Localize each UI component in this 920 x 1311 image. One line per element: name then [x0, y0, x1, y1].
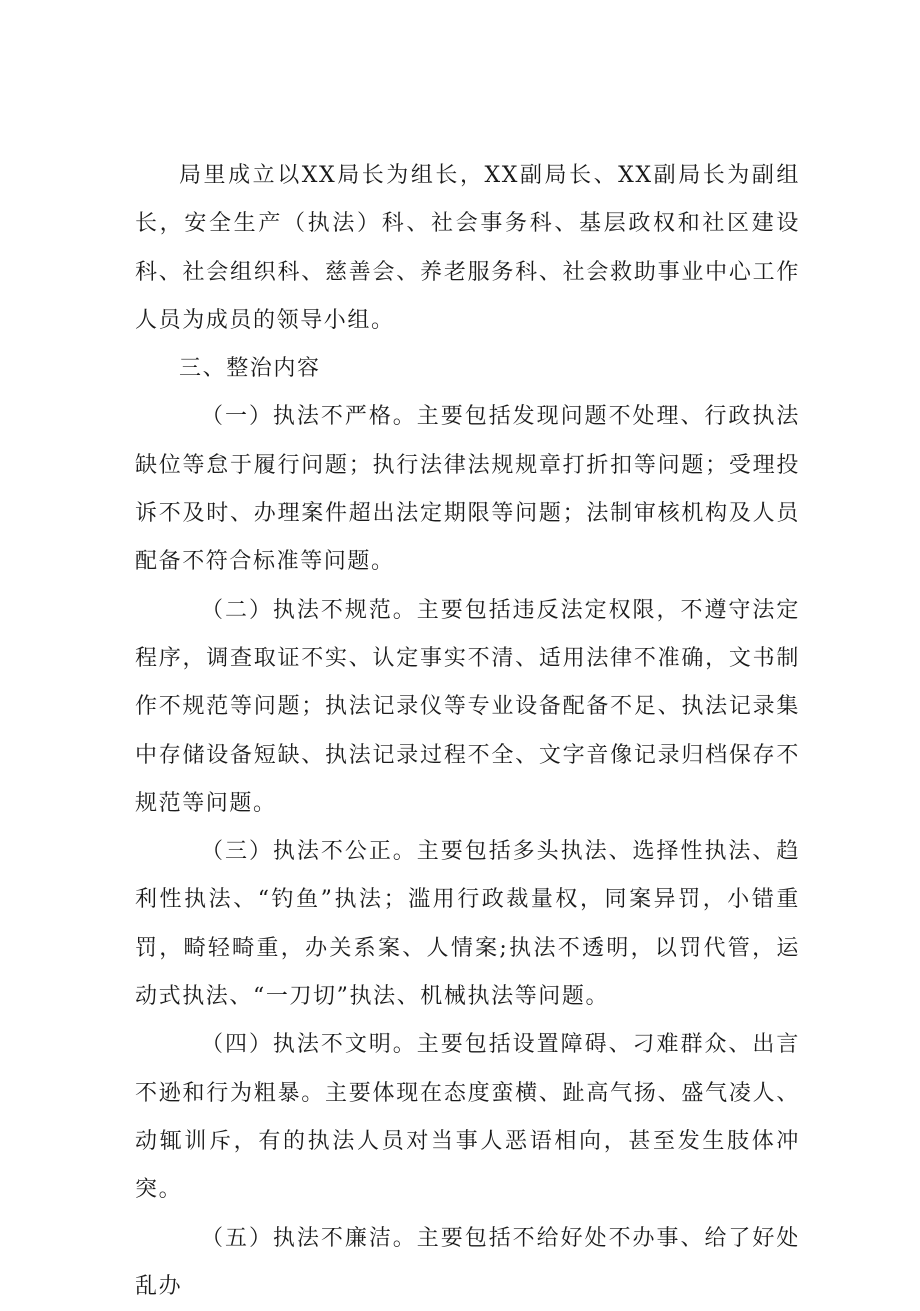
- paragraph-item-3: （三）执法不公正。主要包括多头执法、选择性执法、趋利性执法、“钓鱼”执法；滥用行政裁量权，同案异罚，小错重罚，畸轻畸重，办关系案、人情案;执法不透明，以罚代管，运动式执法、“一刀切”执法、机械执法等问题。: [135, 839, 800, 1010]
- paragraph-item-4: （四）执法不文明。主要包括设置障碍、刁难群众、出言不逊和行为粗暴。主要体现在态度蛮横、趾高气扬、盛气凌人、动辄训斥，有的执法人员对当事人恶语相向，甚至发生肢体冲突。: [135, 1032, 800, 1203]
- paragraph-item-5: （五）执法不廉洁。主要包括不给好处不办事、给了好处乱办: [135, 1225, 800, 1299]
- document-body: [135, 152, 800, 1311]
- paragraph-item-2: （二）执法不规范。主要包括违反法定权限，不遵守法定程序，调查取证不实、认定事实不清、适用法律不准确，文书制作不规范等问题；执法记录仪等专业设备配备不足、执法记录集中存储设备短缺、执法记录过程不全、文字音像记录归档保存不规范等问题。: [135, 597, 800, 816]
- paragraph-item-1: （一）执法不严格。主要包括发现问题不处理、行政执法缺位等怠于履行问题；执行法律法规规章打折扣等问题；受理投诉不及时、办理案件超出法定期限等问题；法制审核机构及人员配备不符合标准等问题。: [135, 404, 800, 575]
- paragraph-leadership-group: 局里成立以XX局长为组长，XX副局长、XX副局长为副组长，安全生产（执法）科、社会事务科、基层政权和社区建设科、社会组织科、慈善会、养老服务科、社会救助事业中心工作人员为成员的领导小组。: [135, 163, 800, 333]
- section-heading-rectification-content: 三、整治内容: [179, 356, 321, 382]
